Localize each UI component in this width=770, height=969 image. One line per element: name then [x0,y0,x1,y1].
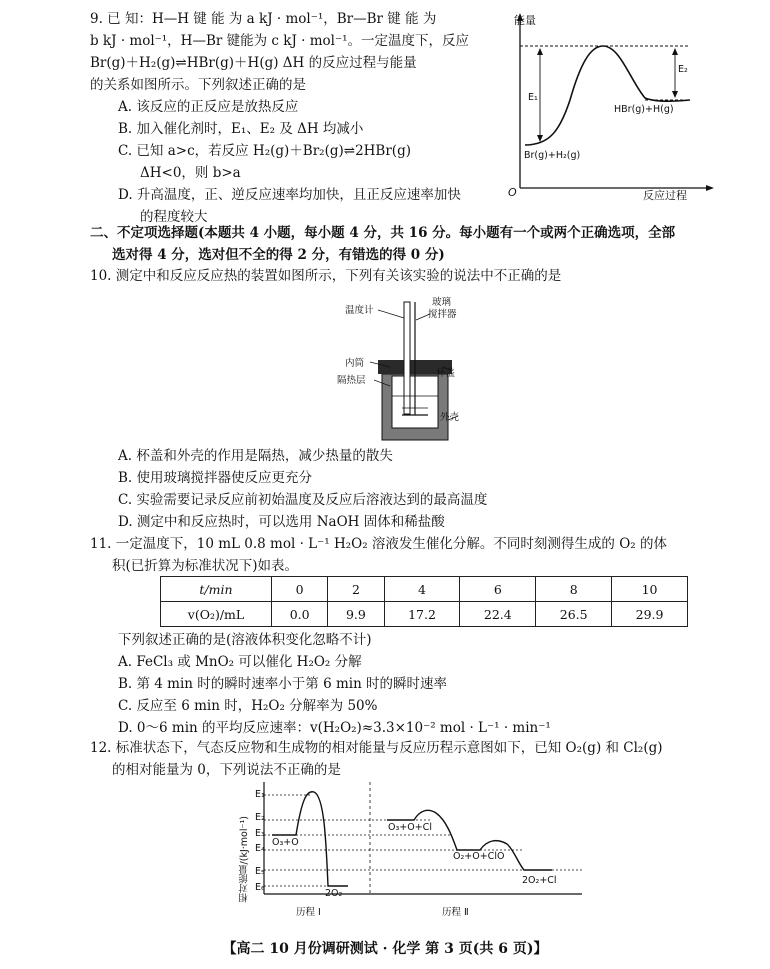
table-header-cell: t/min [161,577,272,602]
q9-option-c-cont: ΔH<0，则 b>a [140,165,241,181]
table-header-cell: v(O₂)/mL [161,602,272,627]
q12-o3-o-cl: O₃+O+Cl [388,822,432,833]
q9-e2: E₂ [678,64,688,75]
q12-line-2: 的相对能量为 0，下列说法不正确的是 [112,762,341,778]
table-cell: 6 [460,577,536,602]
q9-option-d: D. 升高温度，正、逆反应速率均加快，且正反应速率加快 [118,187,461,203]
table-cell: 0.0 [272,602,328,627]
table-cell: 9.9 [328,602,384,627]
table-cell: 8 [536,577,612,602]
q12-line-1: 12. 标准状态下，气态反应物和生成物的相对能量与反应历程示意图如下，已知 O₂(g) 和 Cl₂(g) [90,740,663,756]
energy-curve [525,46,690,145]
q10-insulation-label: 隔热层 [337,375,366,386]
q9-x-label: 反应过程 [643,189,687,202]
q12-energy-diagram [252,778,592,906]
q12-level-e1: E₁ [255,789,265,800]
q12-2o2-cl: 2O₂+Cl [522,875,557,886]
section2-header-line-2: 选对得 4 分，选对但不全的得 2 分，有错选的得 0 分) [112,247,445,263]
q11-line-2: 积(已折算为标准状况下)如表。 [112,558,299,574]
q9-option-a: A. 该反应的正反应是放热反应 [118,99,299,115]
q12-o3-o: O₃+O [272,837,299,848]
q12-level-e6: E₆ [255,882,265,893]
q12-path-2-label: 历程 Ⅱ [442,907,469,918]
q9-energy-diagram [505,10,715,210]
q9-line-1: 9. 已 知：H—H 键 能 为 a kJ · mol⁻¹，Br—Br 键 能 为 [90,11,437,27]
q10-option-c: C. 实验需要记录反应前初始温度及反应后溶液达到的最高温度 [118,492,488,508]
table-cell: 29.9 [612,602,688,627]
q11-line-1: 11. 一定温度下，10 mL 0.8 mol · L⁻¹ H₂O₂ 溶液发生催化分解。不同时刻测得生成的 O₂ 的体 [90,536,667,552]
q9-y-label: 能量 [514,14,536,27]
q9-line-2: b kJ · mol⁻¹，H—Br 键能为 c kJ · mol⁻¹。一定温度下，反应 [90,33,470,49]
q11-option-c: C. 反应至 6 min 时，H₂O₂ 分解率为 50% [118,698,378,714]
q12-level-e2: E₂ [255,812,265,823]
thermometer [404,302,410,414]
q9-origin: O [508,186,517,199]
q12-level-e3: E₃ [255,828,265,839]
q9-reactants: Br(g)+H₂(g) [524,150,581,161]
section2-header-line-1: 二、不定项选择题(本题共 4 小题，每小题 4 分，共 16 分。每小题有一个或两个正确选项，全部 [90,225,676,241]
table-cell: 22.4 [460,602,536,627]
q10-stirrer-label-2: 搅拌器 [428,309,457,320]
q11-data-table [160,576,688,627]
q12-path-1-label: 历程 Ⅰ [296,907,321,918]
table-row [161,577,688,602]
table-cell: 0 [272,577,328,602]
q10-option-d: D. 测定中和反应热时，可以选用 NaOH 固体和稀盐酸 [118,514,445,530]
q9-option-d-cont: 的程度较大 [140,209,208,225]
q10-shell-label: 外壳 [440,412,460,423]
q9-option-b: B. 加入催化剂时，E₁、E₂ 及 ΔH 均减小 [118,121,364,137]
table-cell: 4 [384,577,460,602]
q10-thermometer-label: 温度计 [345,305,374,316]
table-cell: 17.2 [384,602,460,627]
q11-option-d: D. 0～6 min 的平均反应速率：v(H₂O₂)≈3.3×10⁻² mol · L⁻¹ · min⁻¹ [118,720,551,736]
table-cell: 10 [612,577,688,602]
q12-y-label: 相对能量/(kJ·mol⁻¹) [239,816,250,903]
q12-level-e4: E₄ [255,843,265,854]
table-row [161,602,688,627]
q9-line-4: 的关系如图所示。下列叙述正确的是 [90,77,306,93]
q11-after: 下列叙述正确的是(溶液体积变化忽略不计) [118,632,372,648]
q9-products: HBr(g)+H(g) [614,104,674,115]
q10-stirrer-label-1: 玻璃 [432,297,452,308]
q12-2o2-left: 2O₂ [325,888,343,899]
q10-inner-label: 内筒 [345,358,365,369]
q9-option-c: C. 已知 a>c，若反应 H₂(g)＋Br₂(g)⇌2HBr(g) [118,143,411,159]
table-cell: 2 [328,577,384,602]
q11-option-a: A. FeCl₃ 或 MnO₂ 可以催化 H₂O₂ 分解 [118,654,362,670]
q10-lid-label: 杯盖 [436,368,456,379]
q10-option-a: A. 杯盖和外壳的作用是隔热，减少热量的散失 [118,448,393,464]
q11-option-b: B. 第 4 min 时的瞬时速率小于第 6 min 时的瞬时速率 [118,676,448,692]
q10-stem: 10. 测定中和反应反应热的装置如图所示，下列有关该实验的说法中不正确的是 [90,268,562,284]
q12-o2-o-clo: O₂+O+ClO [453,851,505,862]
page-footer: 【高二 10 月份调研测试 · 化学 第 3 页(共 6 页)】 [222,941,548,957]
q9-e1: E₁ [528,92,538,103]
table-cell: 26.5 [536,602,612,627]
q12-level-e5: E₅ [255,866,265,877]
q9-line-3: Br(g)＋H₂(g)⇌HBr(g)＋H(g) ΔH 的反应过程与能量 [90,55,417,71]
q10-option-b: B. 使用玻璃搅拌器使反应更充分 [118,470,313,486]
